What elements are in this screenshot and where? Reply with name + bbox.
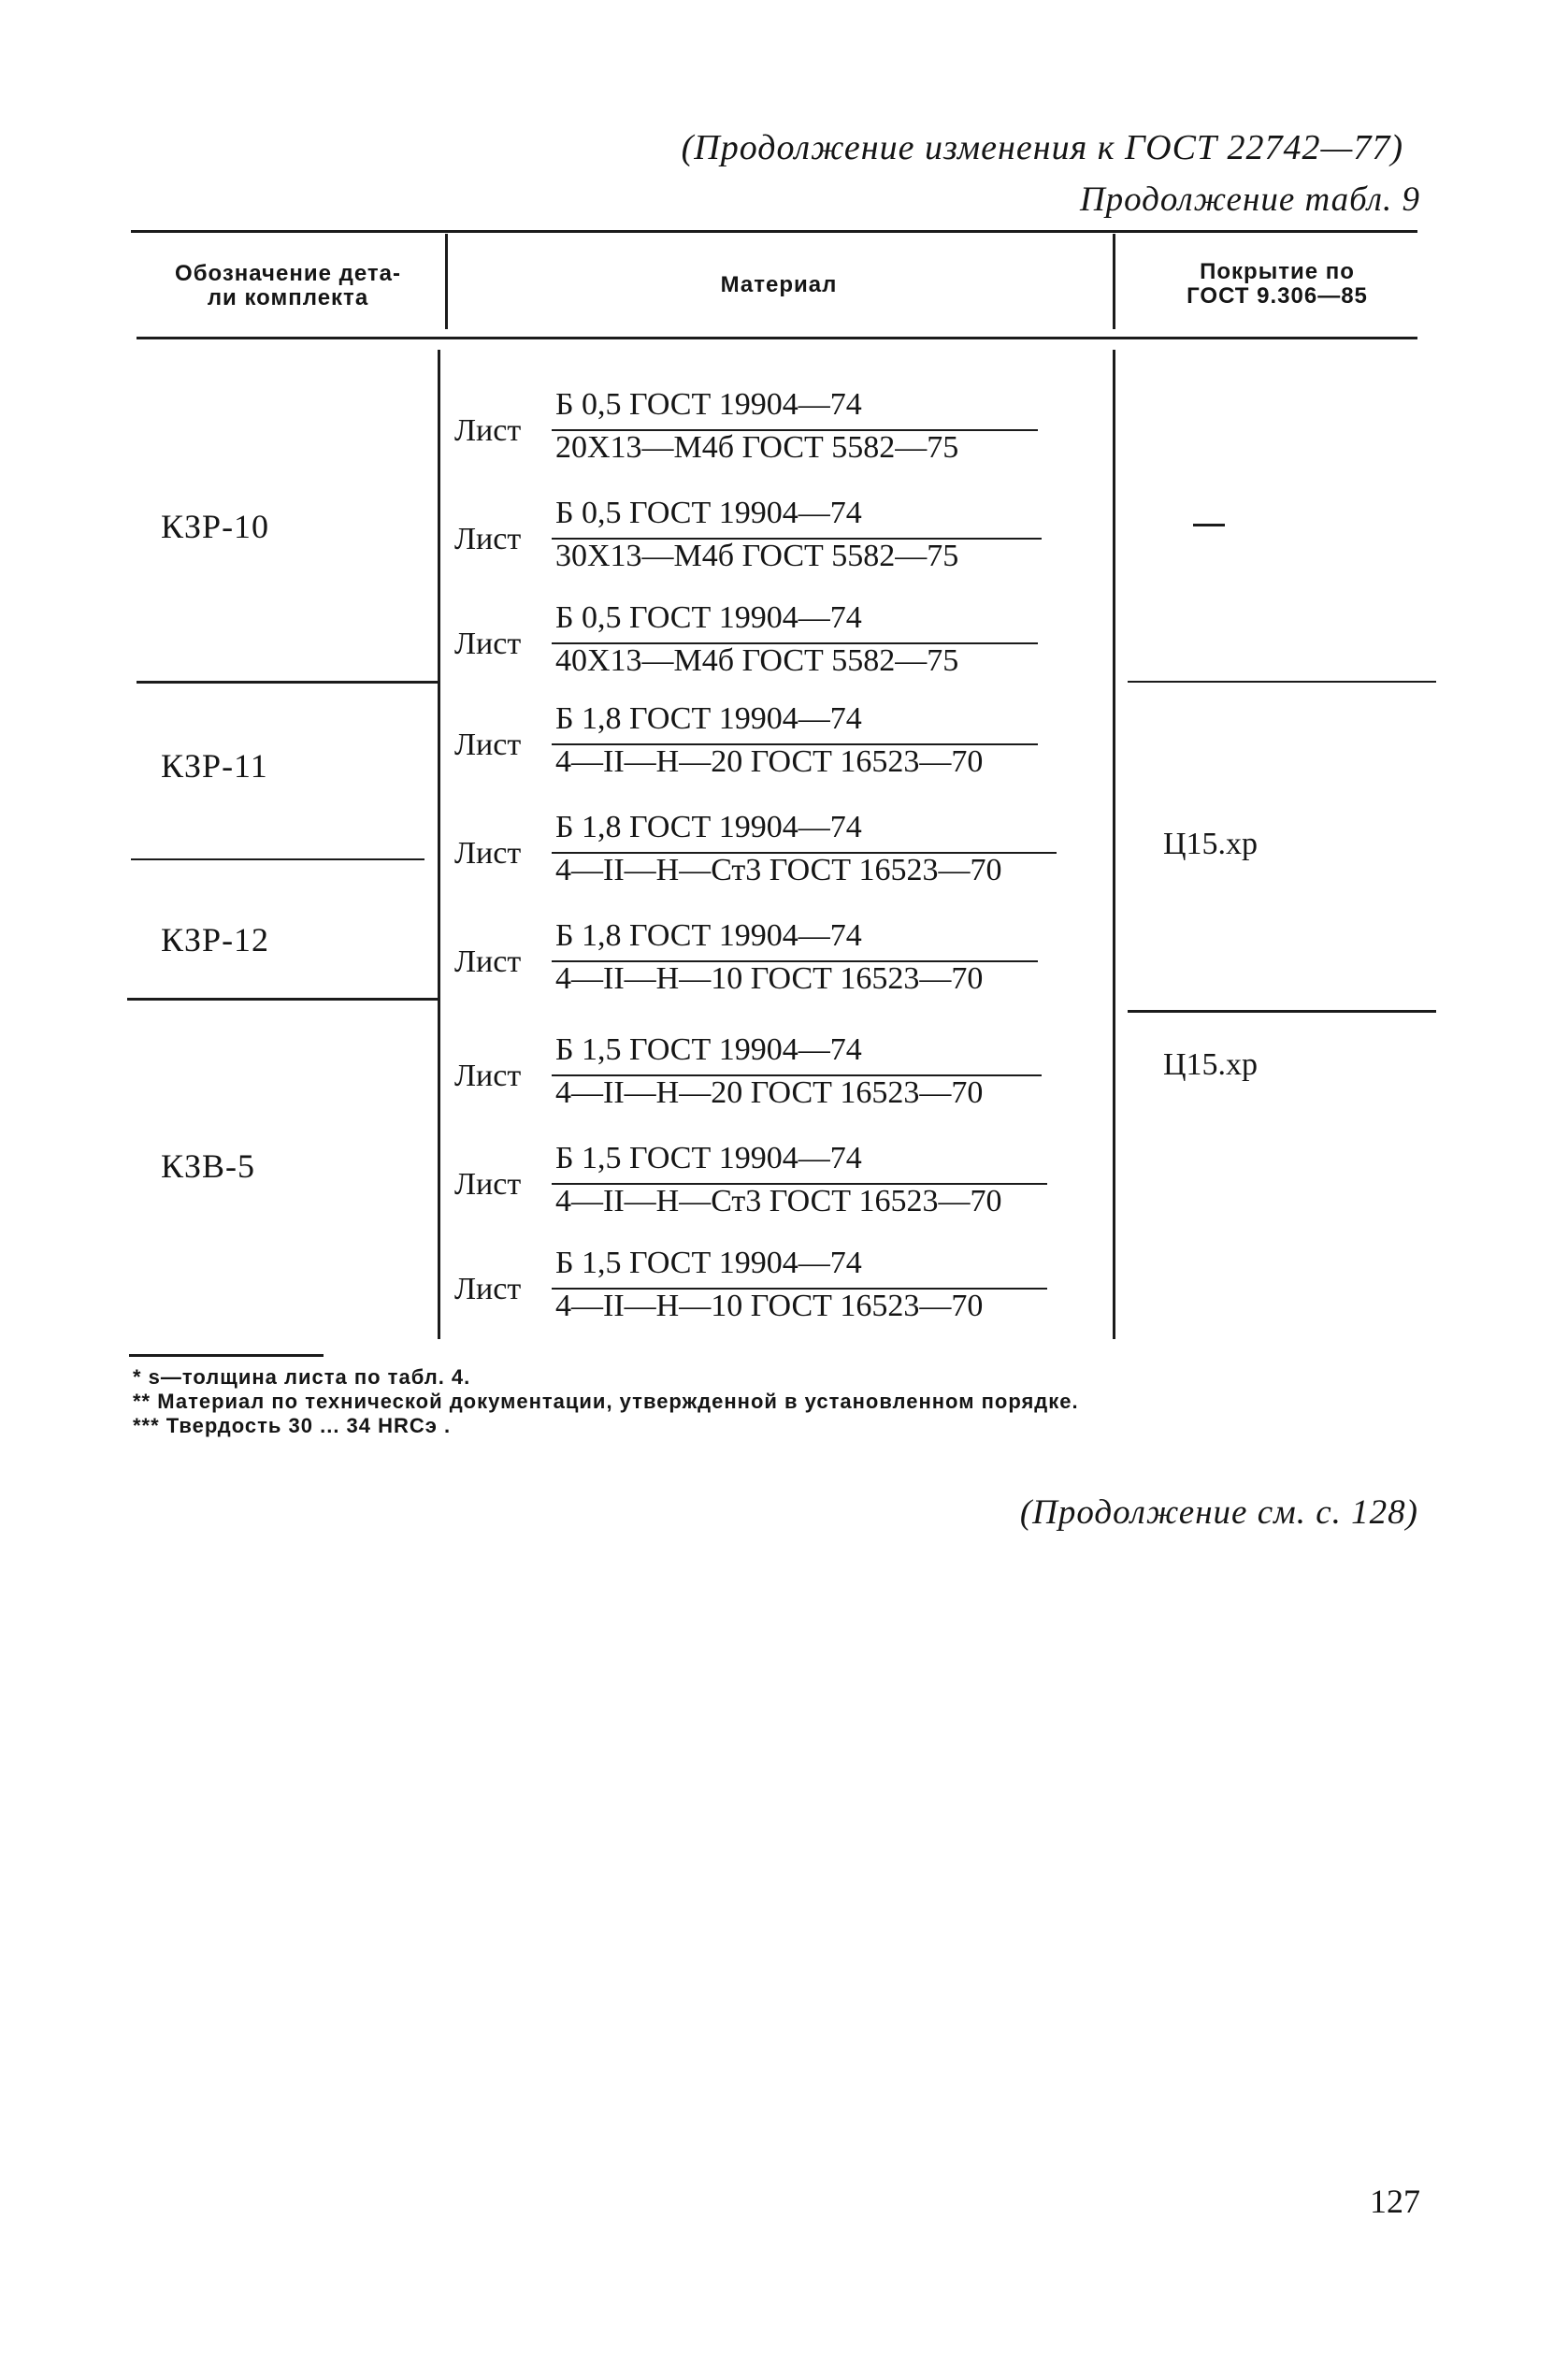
table-top-rule — [131, 230, 1417, 233]
column-header-material-text: Материал — [720, 272, 838, 297]
material-prefix: Лист — [454, 1059, 522, 1093]
material-numerator: Б 1,5 ГОСТ 19904—74 — [555, 1141, 862, 1175]
material-prefix: Лист — [454, 944, 522, 979]
material-prefix: Лист — [454, 413, 522, 448]
column-header-material — [449, 273, 1109, 297]
body-divider-left — [438, 350, 440, 1339]
header-divider-right — [1113, 234, 1115, 329]
material-denominator: 4—II—Н—20 ГОСТ 16523—70 — [555, 1075, 984, 1110]
material-entry — [454, 810, 1053, 900]
continuation-note: (Продолжение см. с. 128) — [1019, 1493, 1418, 1532]
material-numerator: Б 1,8 ГОСТ 19904—74 — [555, 918, 862, 953]
part-designation: КЗР-10 — [161, 508, 270, 545]
material-entry — [454, 387, 1053, 477]
material-entry — [454, 1032, 1053, 1122]
material-denominator: 20Х13—М4б ГОСТ 5582—75 — [555, 430, 959, 465]
material-entry — [454, 600, 1053, 690]
footnote: ** Материал по технической документации, утвержденной в установленном порядке. — [133, 1390, 1079, 1413]
column-header-covering-text: Покрытие по ГОСТ 9.306—85 — [1187, 259, 1368, 309]
part-designation: КЗВ-5 — [161, 1147, 256, 1185]
covering-value: Ц15.хр — [1163, 1047, 1259, 1082]
covering-value: Ц15.хр — [1163, 827, 1259, 861]
material-numerator: Б 0,5 ГОСТ 19904—74 — [555, 496, 862, 530]
material-numerator: Б 1,8 ГОСТ 19904—74 — [555, 701, 862, 736]
material-denominator: 30Х13—М4б ГОСТ 5582—75 — [555, 539, 959, 573]
column-header-covering — [1118, 260, 1436, 309]
row-rule-part-3 — [127, 998, 438, 1001]
material-entry — [454, 1246, 1053, 1335]
header-bottom-rule — [137, 337, 1417, 339]
material-denominator: 40Х13—М4б ГОСТ 5582—75 — [555, 643, 959, 678]
column-header-part-text: Обозначение дета- ли комплекта — [175, 261, 401, 310]
row-rule-cover-1 — [1128, 681, 1436, 683]
material-denominator: 4—II—Н—Ст3 ГОСТ 16523—70 — [555, 1184, 1002, 1218]
material-numerator: Б 1,5 ГОСТ 19904—74 — [555, 1246, 862, 1280]
material-numerator: Б 1,5 ГОСТ 19904—74 — [555, 1032, 862, 1067]
material-prefix: Лист — [454, 728, 522, 762]
material-prefix: Лист — [454, 836, 522, 871]
footnote: *** Твердость 30 ... 34 HRCэ . — [133, 1414, 452, 1437]
empty-covering-dash — [1193, 524, 1225, 526]
footnote: * s—толщина листа по табл. 4. — [133, 1365, 471, 1389]
part-designation: КЗР-11 — [161, 747, 268, 785]
material-numerator: Б 0,5 ГОСТ 19904—74 — [555, 387, 862, 422]
page-number: 127 — [1370, 2183, 1420, 2220]
column-header-part — [140, 262, 436, 310]
part-designation: КЗР-12 — [161, 921, 270, 959]
material-denominator: 4—II—Н—Ст3 ГОСТ 16523—70 — [555, 853, 1002, 887]
material-numerator: Б 0,5 ГОСТ 19904—74 — [555, 600, 862, 635]
material-prefix: Лист — [454, 1272, 522, 1306]
material-denominator: 4—II—Н—20 ГОСТ 16523—70 — [555, 744, 984, 779]
material-prefix: Лист — [454, 627, 522, 661]
material-prefix: Лист — [454, 1167, 522, 1202]
material-prefix: Лист — [454, 522, 522, 556]
footnote-separator — [129, 1354, 324, 1357]
body-divider-right — [1113, 350, 1115, 1339]
material-entry — [454, 918, 1053, 1008]
header-divider-left — [445, 234, 448, 329]
row-rule-part-1 — [137, 681, 438, 684]
material-entry — [454, 1141, 1053, 1231]
material-denominator: 4—II—Н—10 ГОСТ 16523—70 — [555, 1289, 984, 1323]
material-denominator: 4—II—Н—10 ГОСТ 16523—70 — [555, 961, 984, 996]
row-rule-cover-2 — [1128, 1010, 1436, 1013]
material-entry — [454, 496, 1053, 585]
table-continuation-label: Продолжение табл. 9 — [1079, 180, 1420, 219]
material-numerator: Б 1,8 ГОСТ 19904—74 — [555, 810, 862, 844]
change-continuation-header: (Продолжение изменения к ГОСТ 22742—77) — [681, 128, 1403, 167]
material-entry — [454, 701, 1053, 791]
row-rule-part-2 — [131, 858, 424, 860]
